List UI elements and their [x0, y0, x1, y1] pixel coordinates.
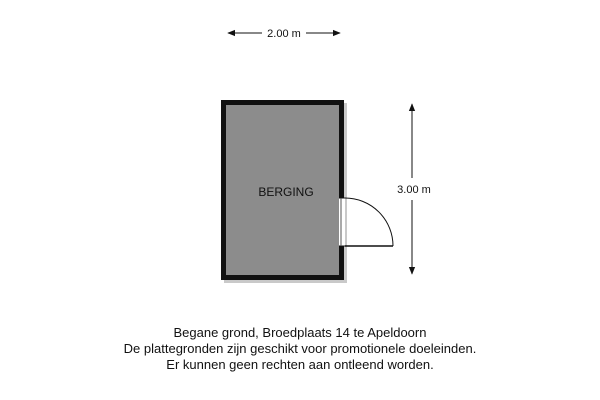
- room-label: BERGING: [258, 185, 314, 199]
- door-swing-arc: [345, 198, 393, 246]
- height-dimension-label: 3.00 m: [397, 184, 431, 196]
- caption-line-2: De plattegronden zijn geschikt voor promotionele doeleinden.: [123, 341, 477, 356]
- height-dimension: [397, 104, 431, 274]
- door-opening: [339, 198, 345, 246]
- width-dimension: [228, 28, 340, 40]
- caption: [0, 325, 600, 373]
- caption-line-1: Begane grond, Broedplaats 14 te Apeldoorn: [173, 325, 427, 340]
- width-dimension-label: 2.00 m: [267, 28, 301, 40]
- caption-line-3: Er kunnen geen rechten aan ontleend worden.: [166, 357, 434, 372]
